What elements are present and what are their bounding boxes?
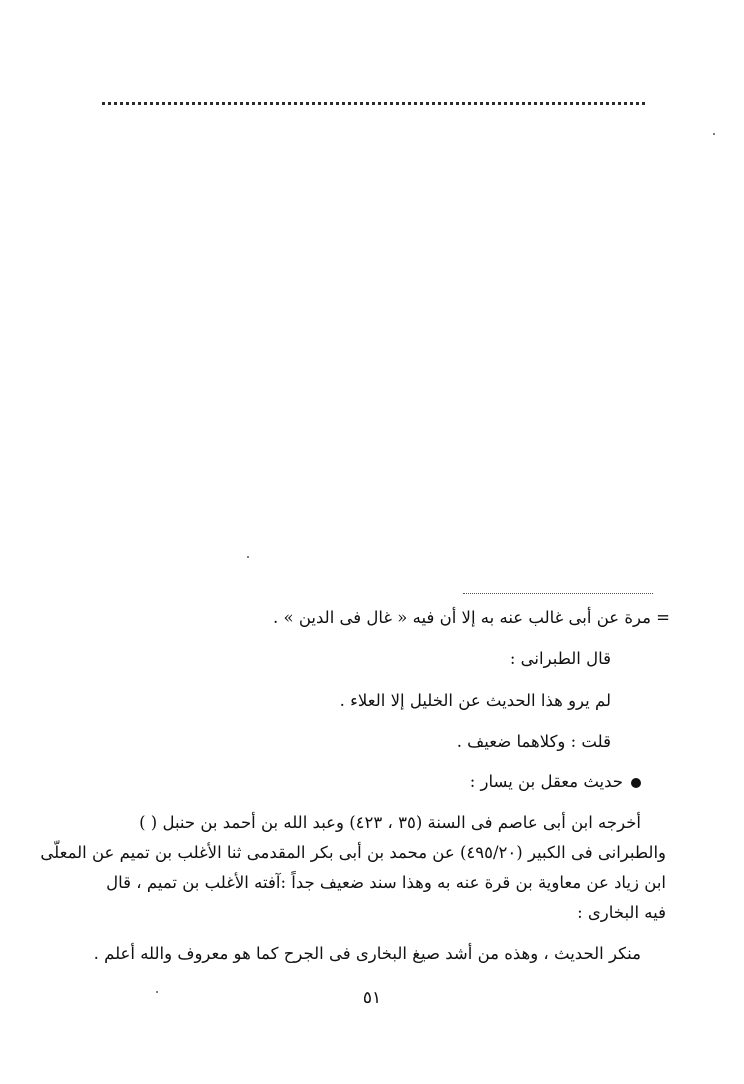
scan-speck (247, 556, 249, 558)
footnote-line: ابن زياد عن معاوية بن قرة عنه به وهذا سند ضعيف جداً :آفته الأغلب بن تميم ، قال (106, 873, 666, 892)
footnote-line: قلت : وكلاهما ضعيف . (456, 732, 611, 751)
footnote-line: لم يرو هذا الحديث عن الخليل إلا العلاء . (339, 691, 611, 710)
header-dotted-rule (102, 102, 645, 105)
footnote-line: منكر الحديث ، وهذه من أشد صيغ البخارى فى الجرح كما هو معروف والله أعلم . (93, 944, 641, 963)
bullet-text: حديث معقل بن يسار : (469, 772, 623, 791)
footnote-separator (463, 593, 653, 594)
page-number: ٥١ (362, 988, 382, 1008)
scan-speck (713, 133, 715, 135)
footnote-line: أخرجه ابن أبى عاصم فى السنة (٣٥ ، ٤٢٣) وعبد الله بن أحمد بن حنبل ( ) (139, 813, 641, 832)
footnote-line: والطبرانى فى الكبير (٤٩٥/٢٠) عن محمد بن أبى بكر المقدمى ثنا الأغلب بن تميم عن المعلّى (40, 843, 666, 862)
footnote-line: = مرة عن أبى غالب عنه به إلا أن فيه « غال فى الدين » . (273, 608, 670, 627)
footnote-bullet-line (470, 770, 641, 794)
footnote-line: فيه البخارى : (577, 903, 666, 922)
footnote-line: قال الطبرانى : (509, 649, 611, 668)
bullet-dot-icon (631, 778, 641, 788)
